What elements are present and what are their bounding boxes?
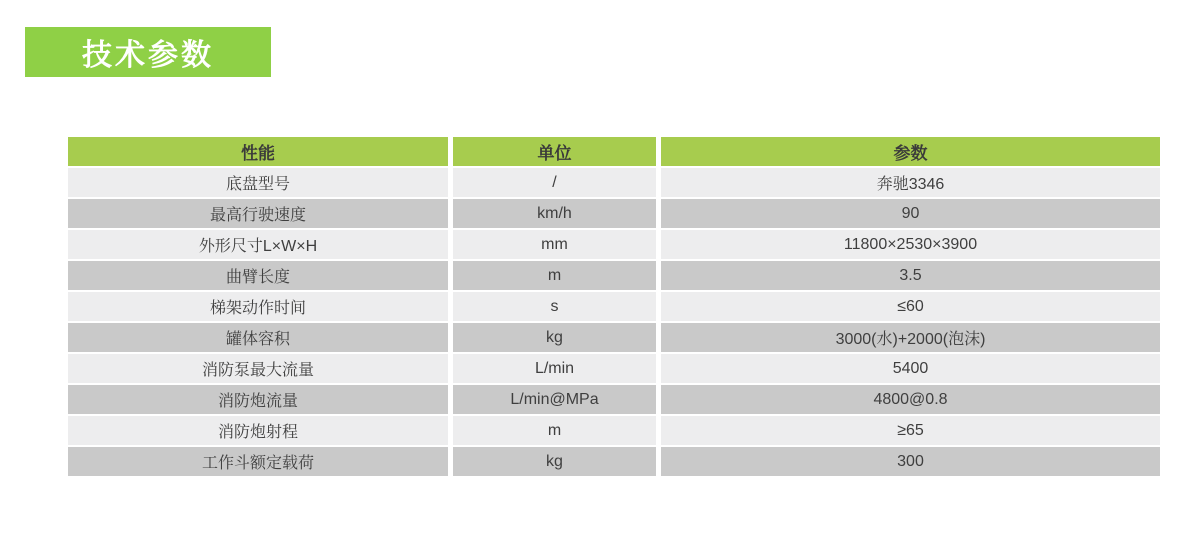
table-row bbox=[68, 354, 1160, 385]
table-cell: 工作斗额定载荷 bbox=[68, 447, 448, 478]
table-cell: 梯架动作时间 bbox=[68, 292, 448, 323]
table-cell: 最高行驶速度 bbox=[68, 199, 448, 230]
table-cell: mm bbox=[448, 230, 656, 261]
table-row bbox=[68, 199, 1160, 230]
table-cell: 罐体容积 bbox=[68, 323, 448, 354]
table-cell: 底盘型号 bbox=[68, 168, 448, 199]
table-cell: 90 bbox=[656, 199, 1160, 230]
table-cell: 消防泵最大流量 bbox=[68, 354, 448, 385]
table-cell: m bbox=[448, 261, 656, 292]
column-header-performance: 性能 bbox=[68, 137, 448, 168]
table-cell: L/min bbox=[448, 354, 656, 385]
table-row bbox=[68, 323, 1160, 354]
table-cell: 11800×2530×3900 bbox=[656, 230, 1160, 261]
table-body bbox=[68, 168, 1160, 478]
table-row bbox=[68, 168, 1160, 199]
table-row bbox=[68, 416, 1160, 447]
table-cell: km/h bbox=[448, 199, 656, 230]
column-header-parameter: 参数 bbox=[656, 137, 1160, 168]
table-cell: s bbox=[448, 292, 656, 323]
table-cell: 奔驰3346 bbox=[656, 168, 1160, 199]
table-cell: 消防炮流量 bbox=[68, 385, 448, 416]
table-row bbox=[68, 230, 1160, 261]
table-cell: L/min@MPa bbox=[448, 385, 656, 416]
table-cell: 外形尺寸L×W×H bbox=[68, 230, 448, 261]
table-cell: kg bbox=[448, 447, 656, 478]
table-row bbox=[68, 385, 1160, 416]
spec-table-container bbox=[68, 137, 1160, 478]
table-cell: 消防炮射程 bbox=[68, 416, 448, 447]
table-row bbox=[68, 292, 1160, 323]
table-cell: 5400 bbox=[656, 354, 1160, 385]
table-header-row bbox=[68, 137, 1160, 168]
table-cell: 3000(水)+2000(泡沫) bbox=[656, 323, 1160, 354]
spec-table bbox=[68, 137, 1160, 478]
table-cell: 曲臂长度 bbox=[68, 261, 448, 292]
table-cell: 3.5 bbox=[656, 261, 1160, 292]
table-cell: 300 bbox=[656, 447, 1160, 478]
table-cell: ≤60 bbox=[656, 292, 1160, 323]
table-row bbox=[68, 447, 1160, 478]
table-cell: kg bbox=[448, 323, 656, 354]
page-title: 技术参数 bbox=[82, 39, 214, 72]
table-cell: 4800@0.8 bbox=[656, 385, 1160, 416]
column-header-unit: 单位 bbox=[448, 137, 656, 168]
table-cell: ≥65 bbox=[656, 416, 1160, 447]
table-cell: / bbox=[448, 168, 656, 199]
page-title-badge bbox=[25, 27, 271, 77]
table-row bbox=[68, 261, 1160, 292]
table-cell: m bbox=[448, 416, 656, 447]
